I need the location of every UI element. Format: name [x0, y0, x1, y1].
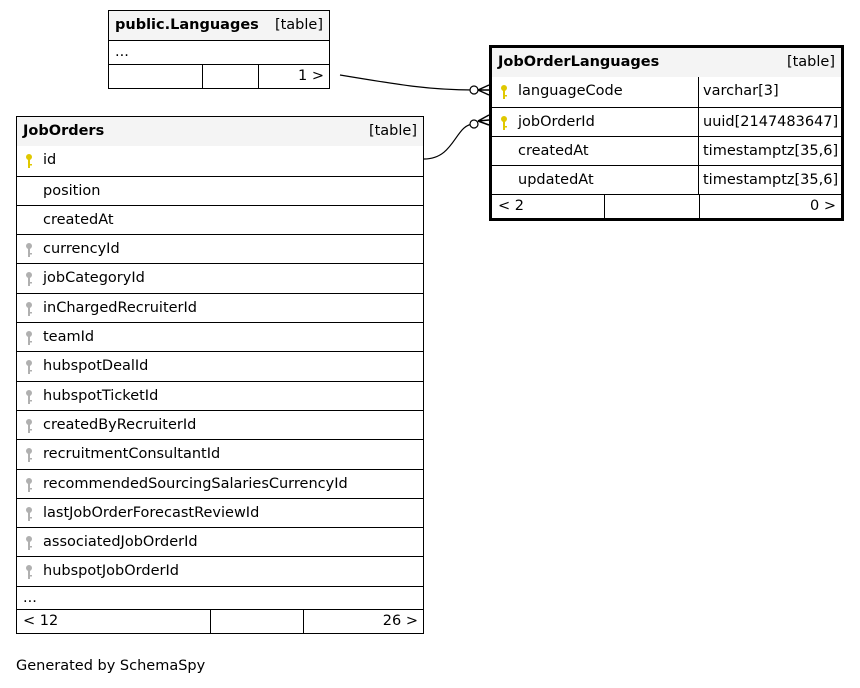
table-type-tag: [table] [368, 123, 417, 139]
link-optional-marker [470, 120, 478, 128]
column-name: lastJobOrderForecastReviewId [17, 499, 259, 527]
column-name: inChargedRecruiterId [17, 294, 197, 322]
footer-parents[interactable]: < 2 [498, 198, 524, 215]
footer-parents[interactable]: < 12 [23, 612, 59, 629]
table-title: public.Languages [115, 17, 259, 33]
column-type: varchar[3] [703, 83, 779, 100]
column-name: position [43, 182, 101, 199]
column-name: recommendedSourcingSalariesCurrencyId [17, 470, 348, 498]
column-name: jobOrderId [492, 108, 699, 136]
column-name: associatedJobOrderId [17, 528, 198, 556]
column-name: createdAt [492, 137, 699, 165]
link-crowfoot [478, 115, 489, 125]
column-name: jobCategoryId [17, 264, 145, 292]
column-name: updatedAt [492, 166, 699, 194]
generated-by-text: Generated by SchemaSpy [16, 658, 206, 674]
column-name: teamId [17, 323, 94, 351]
column-name: recruitmentConsultantId [17, 440, 220, 468]
column-name: currencyId [17, 235, 120, 263]
link-joborders-to-joborderlanguages [424, 124, 474, 159]
column-name: createdAt [43, 211, 114, 228]
link-crowfoot [478, 85, 489, 95]
column-type: timestamptz[35,6] [703, 172, 839, 189]
link-languages-to-joborderlanguages [340, 75, 474, 90]
ellipsis-text: ... [23, 589, 37, 606]
column-name: languageCode [492, 77, 699, 106]
column-name: createdByRecruiterId [17, 411, 196, 439]
footer-children[interactable]: 26 > [303, 610, 423, 633]
column-name: hubspotJobOrderId [17, 557, 179, 585]
ellipsis-text: ... [115, 44, 129, 61]
table-title: JobOrders [23, 123, 105, 139]
table-title: JobOrderLanguages [498, 54, 660, 70]
column-name: hubspotTicketId [17, 382, 158, 410]
column-type: timestamptz[35,6] [703, 142, 839, 159]
table-type-tag: [table] [786, 54, 835, 70]
column-name: hubspotDealId [17, 352, 148, 380]
footer-children: 0 > [699, 195, 841, 218]
column-name: id [17, 146, 56, 175]
table-type-tag: [table] [274, 17, 323, 33]
link-optional-marker [470, 86, 478, 94]
column-type: uuid[2147483647] [703, 113, 839, 130]
footer-children[interactable]: 1 > [258, 65, 329, 88]
